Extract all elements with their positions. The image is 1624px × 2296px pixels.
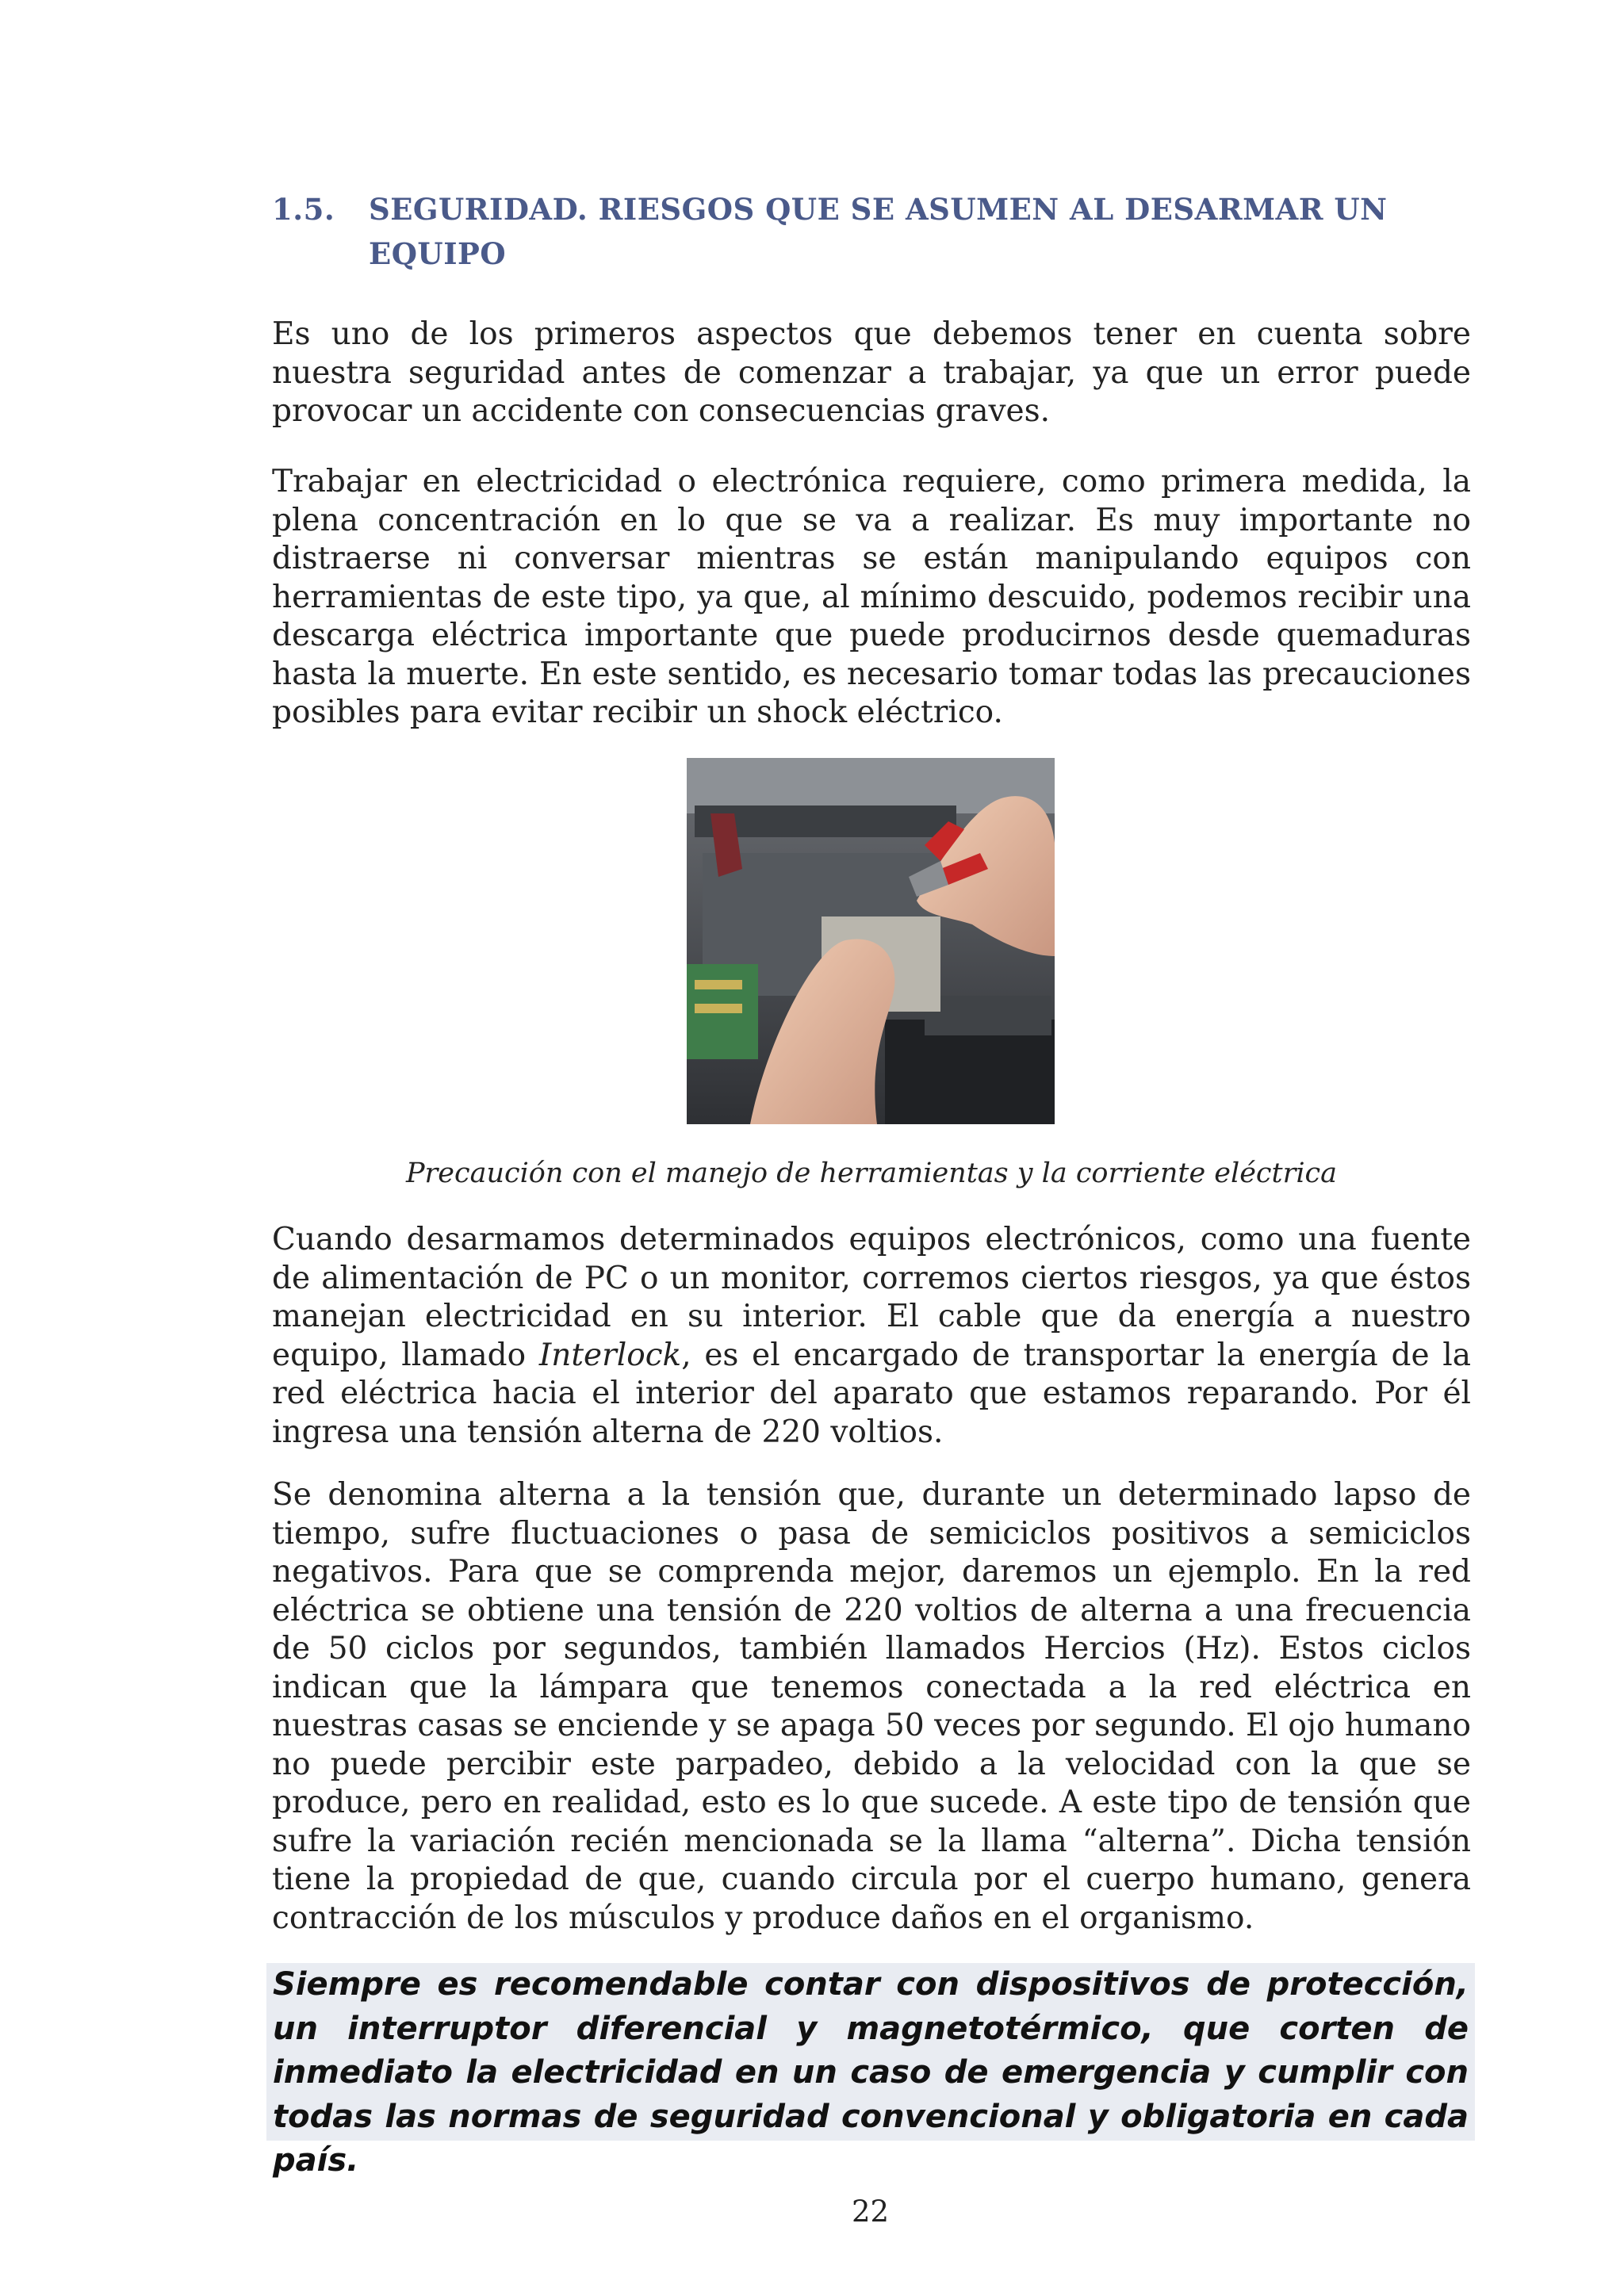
paragraph-interlock xyxy=(272,1221,1471,1452)
paragraph-interlock-part1: Cuando desarmamos determinados equipos electrónicos, como una fuente de alimentación de PC o un monitor, corremos ciertos riesgos, ya que éstos manejan electricidad en su interior. El cable que da energía a nuestro equipo, llamado xyxy=(272,1222,1471,1373)
section-number: 1.5. xyxy=(272,192,335,227)
figure-caption: Precaución con el manejo de herramientas y la corriente eléctrica xyxy=(405,1158,1337,1189)
paragraph-precautions: Trabajar en electricidad o electrónica requiere, como primera medida, la plena concentración en lo que se va a realizar. Es muy importante no distraerse ni conversar mientras se están manipulando equipos con herramientas de este tipo, ya que, al mínimo descuido, podemos recibir una descarga eléctrica importante que puede producirnos desde quemaduras hasta la muerte. En este sentido, es necesario tomar todas las precauciones posibles para evitar recibir un shock eléctrico. xyxy=(272,464,1471,730)
paragraph-intro: Es uno de los primeros aspectos que debemos tener en cuenta sobre nuestra seguridad antes de comenzar a trabajar, ya que un error puede provocar un accidente con consecuencias graves. xyxy=(272,316,1471,429)
interlock-term: Interlock xyxy=(538,1337,682,1373)
photo-illustration xyxy=(687,758,1055,1124)
section-title: SEGURIDAD. RIESGOS QUE SE ASUMEN AL DESARMAR UN EQUIPO xyxy=(369,192,1388,271)
safety-note-box xyxy=(266,1963,1475,2179)
paragraph-alternating-current: Se denomina alterna a la tensión que, durante un determinado lapso de tiempo, sufre fluctuaciones o pasa de semiciclos positivos a semiciclos negativos. Para que se comprenda mejor, daremos un ejemplo. En la red eléctrica se obtiene una tensión de 220 voltios de alterna a una frecuencia de 50 ciclos por segundos, también llamados Hercios (Hz). Estos ciclos indican que la lámpara que tenemos conectada a la red eléctrica en nuestras casas se enciende y se apaga 50 veces por segundo. El ojo humano no puede percibir este parpadeo, debido a la velocidad con la que se produce, pero en realidad, esto es lo que sucede. A este tipo de tensión que sufre la variación recién mencionada se la llama “alterna”. Dicha tensión tiene la propiedad de que, cuando circula por el cuerpo humano, genera contracción de los músculos y produce daños en el organismo. xyxy=(272,1477,1471,1936)
figure-hands-with-pliers xyxy=(687,758,1055,1124)
page-number-text: 22 xyxy=(852,2195,890,2229)
safety-note-text: Siempre es recomendable contar con dispositivos de protección, un interruptor diferencial y magnetotérmico, que corten de inmediato la electricidad en un caso de emergencia y cumplir con todas las normas de seguridad convencional y obligatoria en cada país. xyxy=(273,1966,1469,2179)
paragraph-interlock-part2: , es el encargado de transportar la energía de la red eléctrica hacia el interior del aparato que estamos reparando. Por él ingresa una tensión alterna de 220 voltios. xyxy=(272,1337,1472,1450)
